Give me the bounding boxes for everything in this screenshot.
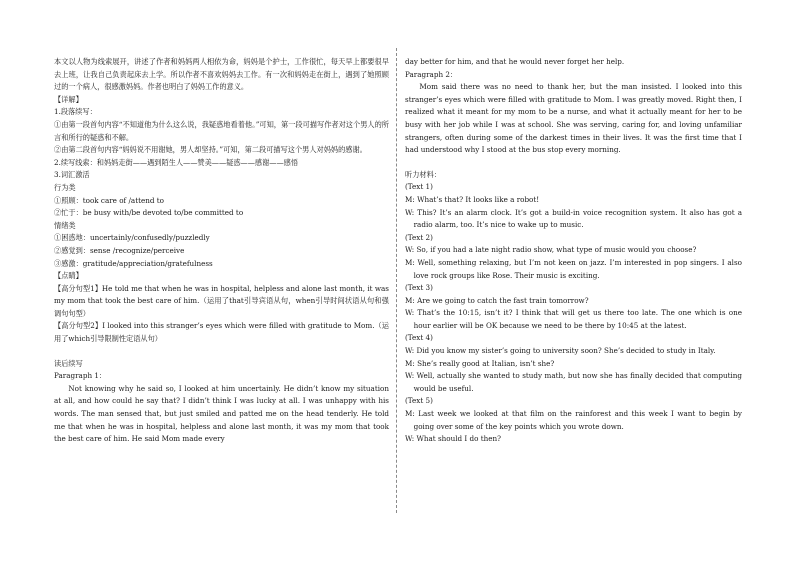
reading-heading: 读后续写 (54, 358, 83, 368)
transcript-line: W: So, if you had a late night radio show, what type of music would you choose? (405, 245, 697, 255)
transcript-line: M: Are we going to catch the fast train tomorrow? (405, 295, 589, 305)
transcript-line: M: She’s really good at Italian, isn’t she? (405, 358, 555, 368)
paragraph-1-continuation: day better for him, and that he would never forget her help. (405, 57, 625, 66)
detail-heading: 【详解】 (54, 94, 83, 104)
category-emotions: 情绪类 (54, 220, 76, 230)
vocab-item-2: ②忙于：be busy with/be devoted to/be committed to (54, 208, 244, 218)
transcript-line: W: Well, actually she wanted to study math, but now she has finally decided that computing would be useful. (405, 371, 742, 393)
paragraph-2-text: Mom said there was no need to thank her, but the man insisted. I looked into this stranger’s eyes which were filled with gratitude to Mom. I was greatly moved. Right then, I realized what it meant for my mom to be a nurse, and what it actually meant for her to be busy with her job while I was at school. She was serving, caring for, and loving unfamiliar strangers, often during some of the darkest times in their lives. It was the first time that I had understood why I stood at the bus stop every morning. (405, 82, 742, 155)
section-1-point-2: ②由第二段首句内容“妈妈说不用谢她，男人却坚持。”可知，第二段可描写这个男人对妈妈的感谢。 (54, 145, 367, 155)
transcript-line: (Text 4) (405, 333, 433, 343)
spacer (54, 346, 389, 358)
emotion-item-3: ③感激：gratitude/appreciation/gratefulness (54, 258, 213, 268)
transcript-line: W: This? It’s an alarm clock. It’s got a build-in voice recognition system. It also has got a radio alarm, too. It’s nice to wake up to music. (405, 207, 742, 230)
chinese-summary: 本文以人物为线索展开，讲述了作者和妈妈两人相依为命，妈妈是个护士，工作很忙，每天早上都要很早去上班，让我自己负责起床去上学。所以作者不喜欢妈妈去工作。有一次和妈妈走在街上，遇到了她照顾过的一个病人，很感激妈妈。作者也明白了妈妈工作的意义。 (54, 57, 389, 92)
section-1-heading: 1.段落续写： (54, 107, 97, 117)
listening-heading: 听力材料： (405, 169, 441, 179)
right-column (405, 56, 742, 446)
spacer (405, 157, 742, 169)
left-column (54, 56, 389, 446)
transcript-line: (Text 2) (405, 232, 433, 242)
transcript-line: (Text 5) (405, 396, 433, 406)
section-1-point-1: ①由第一段首句内容“不知道他为什么这么说，我疑惑地看着他。”可知，第一段可描写作者对这个男人的所言和所行的疑惑和不解。 (54, 119, 389, 142)
sentence-pattern-1: 【高分句型1】He told me that when he was in hospital, helpless and alone last month, it was my mom that took the best care of him.（运用了that引导宾语从句，when引导时间状语从句和强调句句型） (54, 283, 389, 318)
paragraph-1-label: Paragraph 1： (54, 371, 107, 381)
section-2-clue: 2.续写线索：和妈妈走街——遇到陌生人——赞美——疑惑——感谢——感悟 (54, 157, 299, 167)
emotion-item-1: ①困惑地：uncertainly/confusedly/puzzledly (54, 233, 210, 243)
sentence-pattern-2: 【高分句型2】I looked into this stranger’s eyes which were filled with gratitude to Mom.（运用了which引导限制性定语从句） (54, 321, 389, 344)
transcript-line: M: Well, something relaxing, but I’m not keen on jazz. I’m interested in pop singers. I also love rock groups like Rose. Their music is exciting. (405, 257, 742, 280)
transcript-line: W: That’s the 10:15, isn’t it? I think that will get us there too late. The one which is one hour earlier will be OK because we need to be there by 10:45 at the latest. (405, 308, 742, 330)
transcript-line: M: Last week we looked at that film on the rainforest and this week I want to begin by going over some of the key points which you wrote down. (405, 409, 742, 431)
vocab-item-1: ①照顾：took care of /attend to (54, 195, 164, 205)
transcript-line: M: What’s that? It looks like a robot! (405, 194, 540, 204)
transcript-line: (Text 3) (405, 283, 433, 293)
paragraph-2-label: Paragraph 2： (405, 69, 458, 79)
highlight-heading: 【点睛】 (54, 271, 83, 281)
section-3-heading: 3.词汇激活 (54, 170, 90, 180)
column-divider (396, 48, 397, 513)
transcript-line: W: What should I do then? (405, 434, 501, 444)
transcript-line: W: Did you know my sister’s going to university soon? She’s decided to study in Italy. (405, 346, 716, 356)
emotion-item-2: ②感觉到：sense /recognize/perceive (54, 245, 185, 255)
category-actions: 行为类 (54, 182, 76, 192)
paragraph-1-text: Not knowing why he said so, I looked at him uncertainly. He didn’t know my situation at all, and how could he say that? I didn’t think I was lucky at all. I was unhappy with his words. The man sensed that, but just smiled and patted me on the head tenderly. He told me that when he was in hospital, helpless and alone last month, it was my mom that took the best care of him. He said Mom made every (54, 383, 389, 444)
transcript-line: (Text 1) (405, 182, 433, 192)
